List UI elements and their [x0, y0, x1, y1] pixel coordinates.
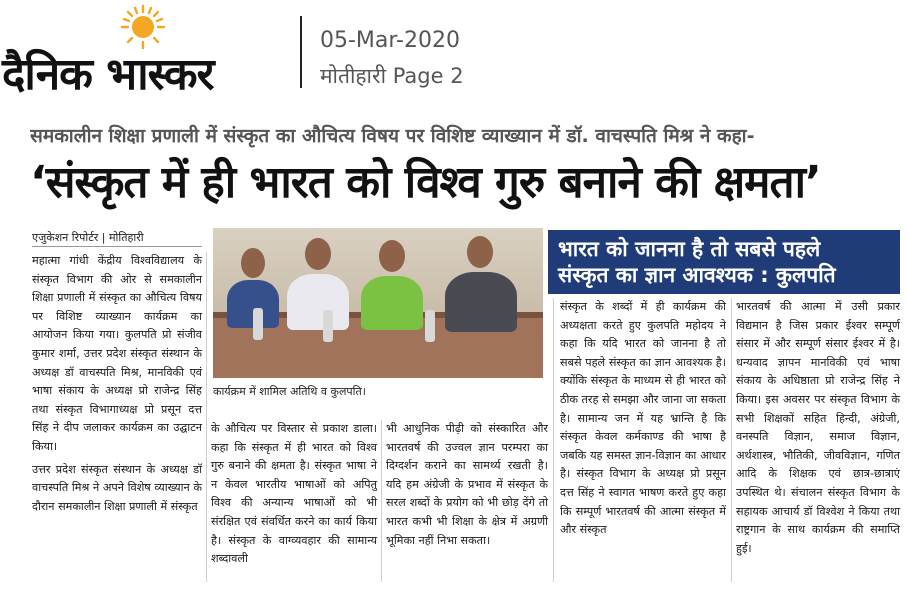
event-photo [213, 228, 543, 378]
paragraph: उत्तर प्रदेश संस्कृत संस्थान के अध्यक्ष डॉ वाचस्पति मिश्र ने अपने विशेष व्याख्यान के दौरान समकालीन शिक्षा प्रणाली में संस्कृत [32, 462, 202, 513]
paragraph: भी आधुनिक पीढ़ी को संस्कारित और भारतवर्ष की उज्वल ज्ञान परम्परा का दिग्दर्शन कराने का सामर्थ्य रखती है। यदि हम अंग्रेजी के प्रभाव में संस्कृत के सरल शब्दों के प्रयोग को भी छोड़ देंगे तो भारत कभी भी शिक्षा के क्षेत्र में अग्रणी भूमिका नहीं निभा सकता। [386, 422, 548, 547]
photo-caption: कार्यक्रम में शामिल अतिथि व कुलपति। [213, 385, 366, 398]
subheading-box [548, 230, 900, 294]
person-4 [445, 272, 517, 332]
article-column-2 [211, 420, 377, 573]
paragraph: संस्कृत के शब्दों में ही कार्यक्रम की अध्यक्षता करते हुए कुलपति महोदय ने कहा कि यदि भारत को जानना है तो सबसे पहले संस्कृत का ज्ञान आवश्यक है। क्योंकि संस्कृत के माध्यम से ही भारत को ठीक तरह से समझा और जाना जा सकता है। सामान्य जन में यह भ्रान्ति है कि संस्कृत केवल कर्मकाण्ड की भाषा है जबकि यह समस्त ज्ञान-विज्ञान का आधार है। संस्कृत विभाग के अध्यक्ष प्रो प्रसून दत्त सिंह ने स्वागत भाषण करते हुए कहा कि सम्पूर्ण भारतवर्ष की आत्मा संस्कृत में और संस्कृत [560, 300, 726, 537]
masthead-divider [300, 16, 302, 88]
column-divider [553, 298, 554, 582]
article-column-1 [32, 252, 202, 520]
newspaper-logo: दैनिक भास्कर [2, 49, 214, 100]
paragraph: भारतवर्ष की आत्मा में उसी प्रकार विद्यमान है जिस प्रकार ईश्वर सम्पूर्ण संसार में और सम्पूर्ण संसार ईश्वर में है। धन्यवाद ज्ञापन मानविकी एवं भाषा संकाय के अधिष्ठाता प्रो राजेन्द्र सिंह ने किया। इस अवसर पर संस्कृत विभाग के सभी शिक्षकों सहित हिन्दी, अंग्रेजी, वनस्पति विज्ञान, समाज विज्ञान, अर्थशास्त्र, भौतिकी, जीवविज्ञान, गणित आदि के शिक्षक एवं छात्र-छात्राएं उपस्थित थे। संचालन संस्कृत विभाग के सहायक आचार्य डॉ विश्वेश ने किया तथा राष्ट्रगान के साथ कार्यक्रम की समाप्ति हुई। [736, 300, 900, 555]
column-divider [206, 252, 207, 582]
byline-rule [32, 246, 202, 247]
paragraph: महात्मा गांधी केंद्रीय विश्वविद्यालय के संस्कृत विभाग की ओर से समकालीन शिक्षा प्रणाली में संस्कृत का औचित्य विषय पर विशिष्ट व्याख्यान कार्यक्रम का आयोजन किया गया। कुलपति प्रो संजीव कुमार शर्मा, उत्तर प्रदेश संस्कृत संस्थान के अध्यक्ष डॉ वाचस्पति मिश्र, मानविकी एवं भाषा संकाय के अध्यक्ष प्रो राजेन्द्र सिंह तथा संस्कृत विभागाध्यक्ष प्रो प्रसून दत्त सिंह ने दीप जलाकर कार्यक्रम का उद्घाटन किया। [32, 254, 202, 453]
person-3 [361, 276, 423, 330]
person-3-head [379, 240, 405, 272]
article-byline: एजुकेशन रिपोर्टर | मोतिहारी [32, 231, 144, 244]
column-divider [381, 420, 382, 582]
article-column-5 [736, 298, 900, 562]
person-2 [287, 274, 349, 330]
subheading-line-2: संस्कृत का ज्ञान आवश्यक : कुलपति [558, 263, 836, 287]
paragraph: के औचित्य पर विस्तार से प्रकाश डाला। कहा कि संस्कृत में ही भारत को विश्व गुरु बनाने की क्षमता है। संस्कृत भाषा ने न केवल भारतीय भाषाओं को अपितु विश्व की अन्यान्य भाषाओं को भी संरक्षित एवं संवर्धित करने का कार्य किया है। संस्कृत के वाग्व्यवहार की सामान्य शब्दावली [211, 422, 377, 566]
edition-page: मोतीहारी Page 2 [320, 64, 464, 88]
subheading-line-1: भारत को जानना है तो सबसे पहले [558, 237, 821, 261]
water-bottle [253, 308, 263, 340]
water-bottle [323, 310, 333, 342]
person-4-head [467, 236, 493, 268]
edition-date: 05-Mar-2020 [320, 28, 460, 53]
column-divider [731, 298, 732, 582]
article-column-3 [386, 420, 548, 554]
person-1-head [241, 248, 265, 278]
article-column-4 [560, 298, 726, 544]
masthead [0, 0, 908, 110]
water-bottle [425, 310, 435, 342]
article-headline: ‘संस्कृत में ही भारत को विश्व गुरु बनाने की क्षमता’ [30, 157, 821, 208]
person-2-head [305, 238, 331, 270]
article-kicker: समकालीन शिक्षा प्रणाली में संस्कृत का औचित्य विषय पर विशिष्ट व्याख्यान में डॉ. वाचस्पति मिश्र ने कहा- [30, 125, 755, 147]
